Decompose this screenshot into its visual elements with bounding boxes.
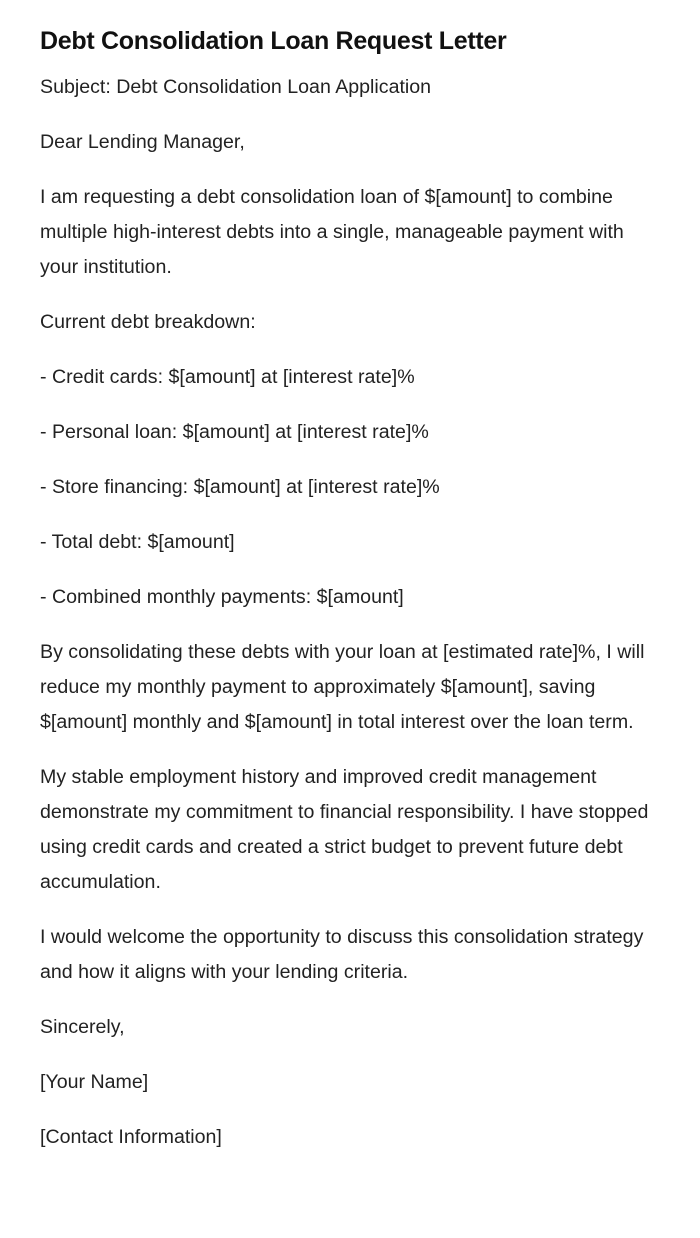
letter-title: Debt Consolidation Loan Request Letter — [40, 27, 507, 55]
debt-item-monthly-payments: - Combined monthly payments: $[amount] — [40, 586, 404, 608]
debt-item-credit-cards: - Credit cards: $[amount] at [interest rate]% — [40, 366, 415, 388]
signature-name: [Your Name] — [40, 1071, 149, 1093]
savings-paragraph: By consolidating these debts with your loan at [estimated rate]%, I will reduce my monthly payment to approximately $[amount], saving $[amount] monthly and $[amount] in total interest over the loan term. — [40, 641, 645, 733]
debt-breakdown-heading: Current debt breakdown: — [40, 311, 256, 333]
salutation: Dear Lending Manager, — [40, 131, 245, 153]
debt-item-store-financing: - Store financing: $[amount] at [interest rate]% — [40, 476, 440, 498]
closing-paragraph: I would welcome the opportunity to discuss this consolidation strategy and how it aligns with your lending criteria. — [40, 926, 644, 983]
debt-item-personal-loan: - Personal loan: $[amount] at [interest rate]% — [40, 421, 429, 443]
intro-paragraph: I am requesting a debt consolidation loan of $[amount] to combine multiple high-interest debts into a single, manageable payment with your institution. — [40, 186, 624, 278]
debt-item-total: - Total debt: $[amount] — [40, 531, 235, 553]
letter-document — [40, 24, 650, 1155]
employment-paragraph: My stable employment history and improved credit management demonstrate my commitment to financial responsibility. I have stopped using credit cards and created a strict budget to prevent future debt accumulation. — [40, 766, 649, 893]
subject-line: Subject: Debt Consolidation Loan Application — [40, 76, 432, 98]
contact-information: [Contact Information] — [40, 1126, 222, 1148]
sign-off: Sincerely, — [40, 1016, 125, 1038]
